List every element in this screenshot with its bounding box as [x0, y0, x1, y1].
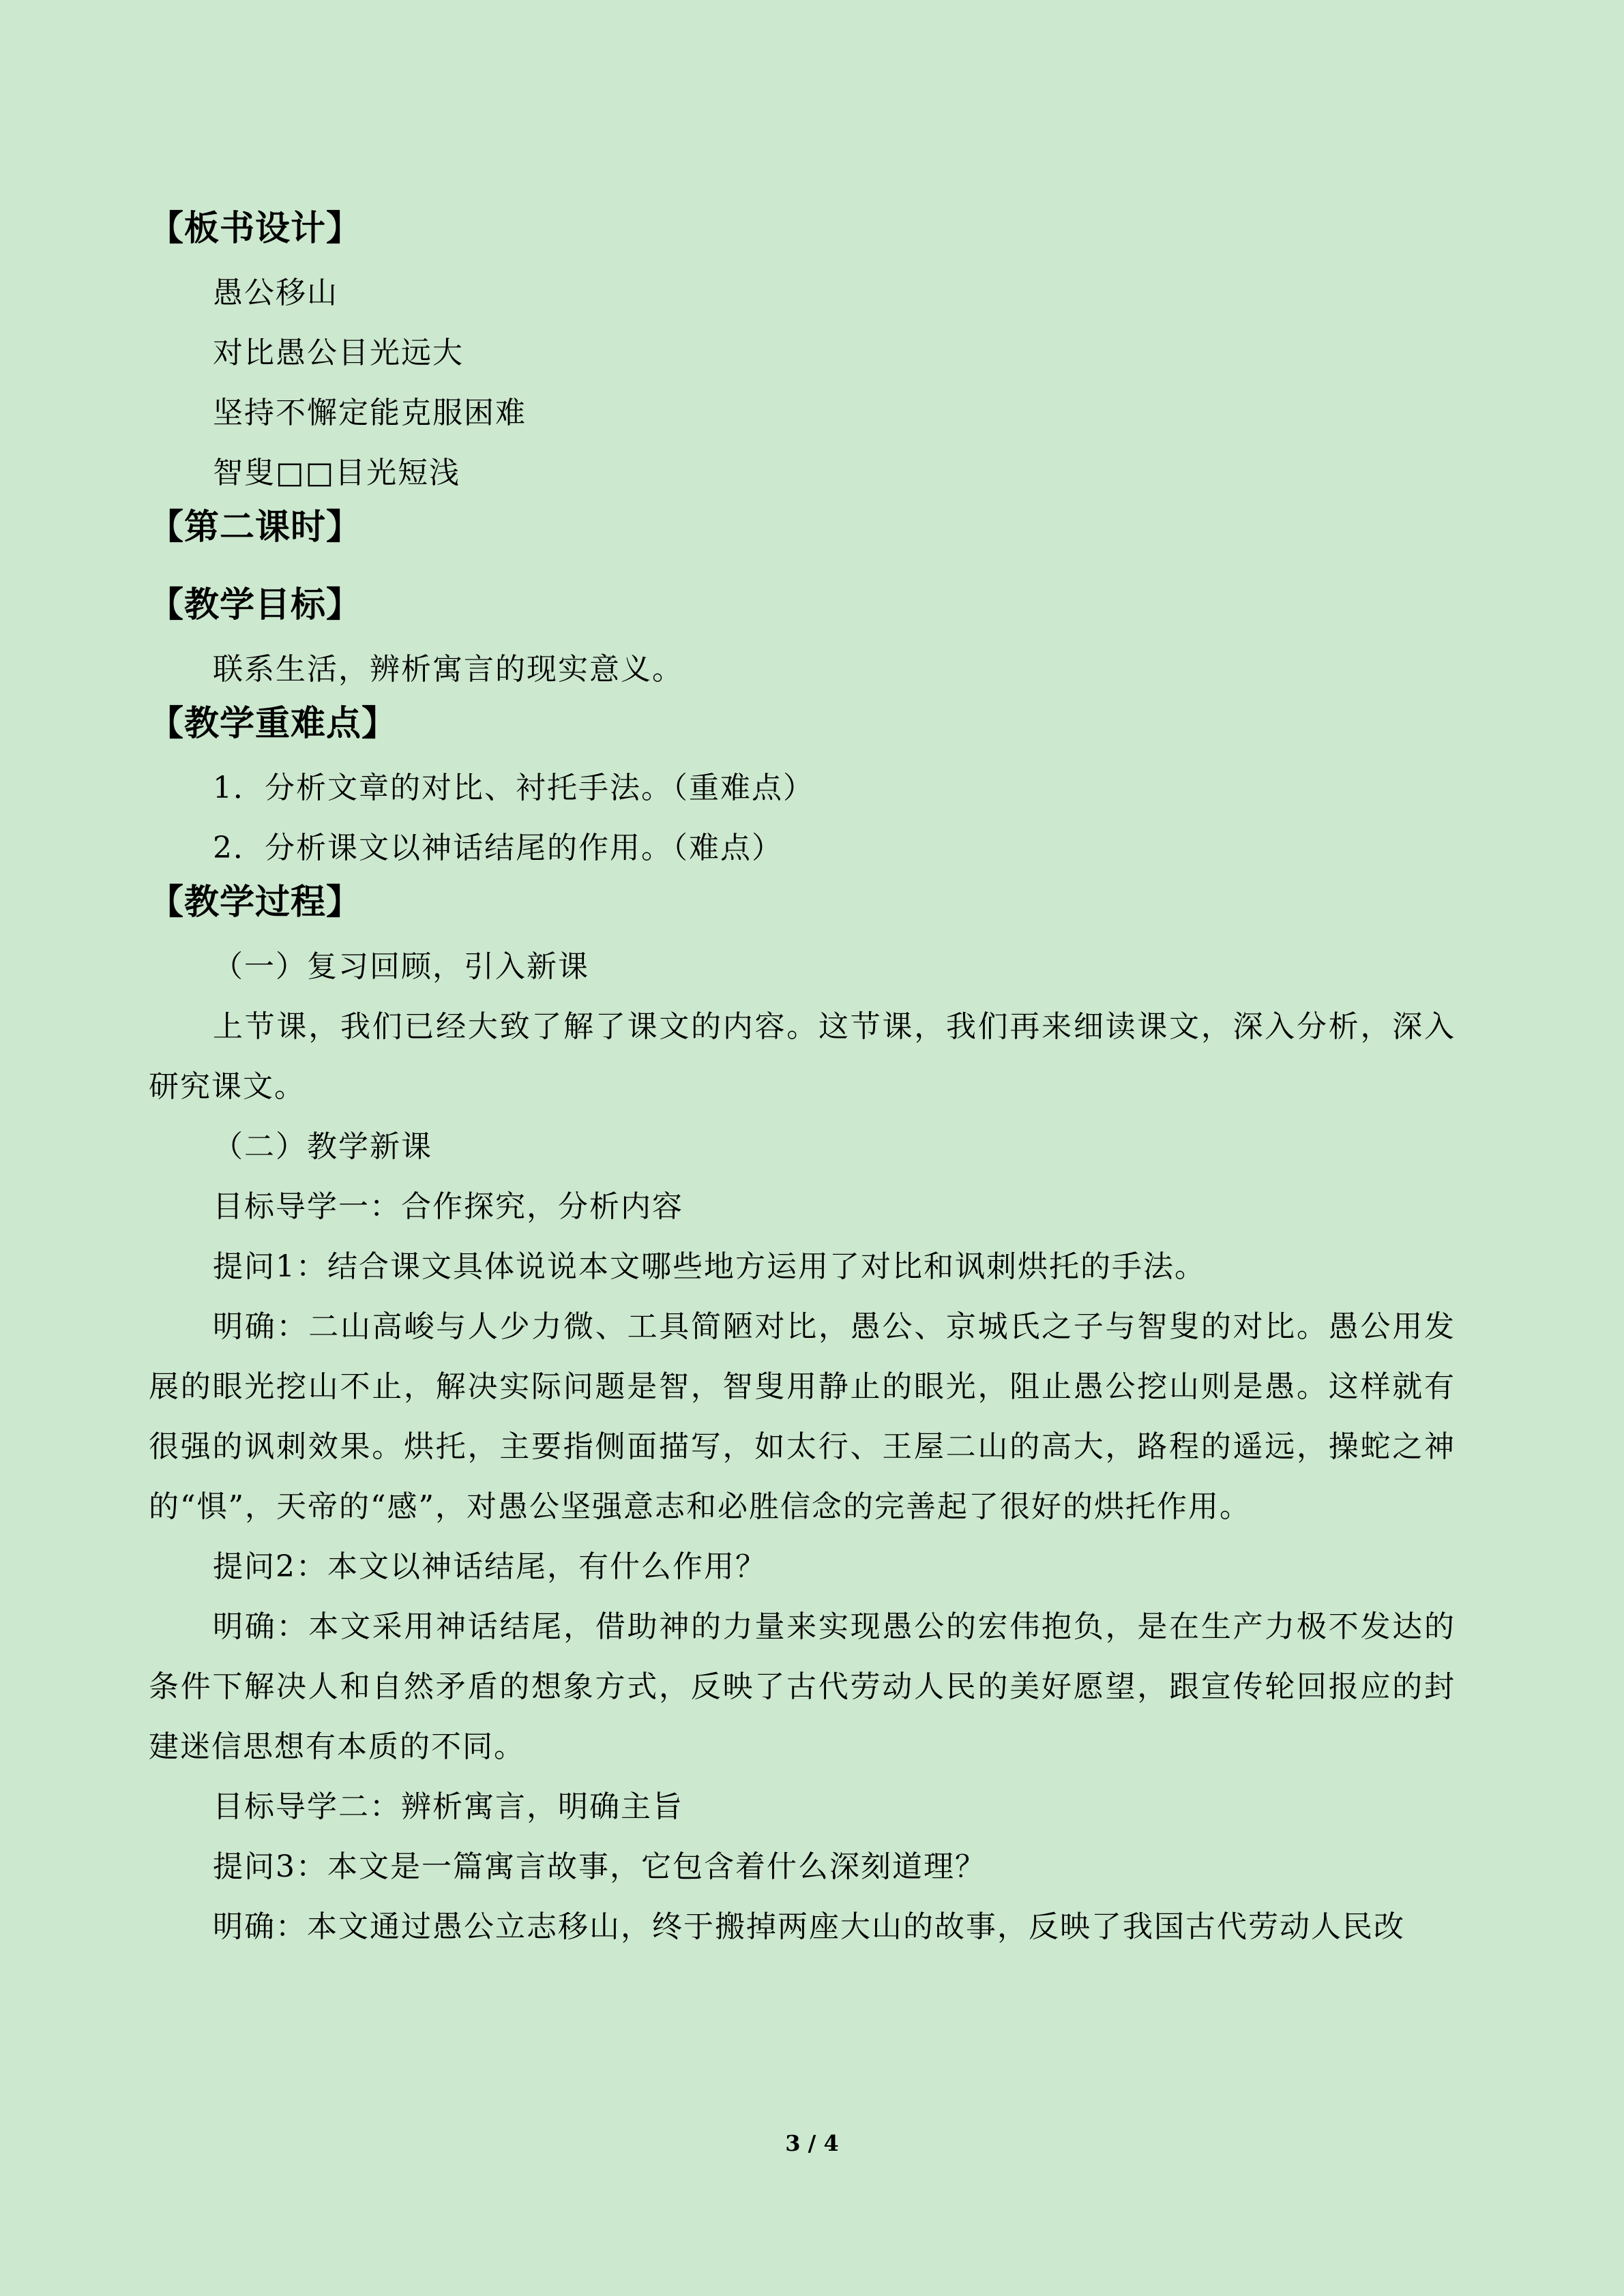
objectives-heading: 【教学目标】 [149, 585, 362, 625]
process-heading: 【教学过程】 [149, 882, 362, 923]
document-page [149, 205, 1456, 1957]
process-paragraph: （一）复习回顾，引入新课 [213, 949, 589, 984]
key-point-line: 2．分析课文以神话结尾的作用。（难点） [213, 831, 783, 865]
board-design-line: 智叟□□目光短浅 [213, 456, 461, 490]
process-paragraph: 提问1：结合课文具体说说本文哪些地方运用了对比和讽刺烘托的手法。 [213, 1249, 1206, 1284]
board-design-line: 对比愚公目光远大 [213, 336, 464, 370]
board-design-line: 愚公移山 [213, 275, 338, 310]
process-paragraph: 上节课，我们已经大致了解了课文的内容。这节课，我们再来细读课文，深入分析，深入研究课文。 [149, 1009, 1456, 1104]
key-points-heading: 【教学重难点】 [149, 704, 398, 744]
process-paragraph: 提问2：本文以神话结尾，有什么作用？ [213, 1549, 767, 1584]
page-number: 3 / 4 [785, 2130, 839, 2156]
process-paragraph: 目标导学二：辨析寓言，明确主旨 [213, 1789, 683, 1824]
process-paragraph: 目标导学一：合作探究，分析内容 [213, 1189, 683, 1224]
process-paragraph: 明确：本文通过愚公立志移山，终于搬掉两座大山的故事，反映了我国古代劳动人民改 [213, 1909, 1405, 1944]
board-design-heading: 【板书设计】 [149, 209, 362, 249]
second-lesson-heading: 【第二课时】 [149, 507, 362, 548]
key-point-line: 1．分析文章的对比、衬托手法。（重难点） [213, 771, 814, 805]
process-paragraph: （二）教学新课 [213, 1129, 432, 1164]
objective-line: 联系生活，辨析寓言的现实意义。 [213, 652, 683, 687]
process-paragraph: 提问3：本文是一篇寓言故事，它包含着什么深刻道理？ [213, 1849, 986, 1884]
board-design-line: 坚持不懈定能克服困难 [213, 396, 527, 430]
process-paragraph: 明确：二山高峻与人少力微、工具简陋对比，愚公、京城氏之子与智叟的对比。愚公用发展的眼光挖山不止，解决实际问题是智，智叟用静止的眼光，阻止愚公挖山则是愚。这样就有很强的讽刺效果。烘托，主要指侧面描写，如太行、王屋二山的高大，路程的遥远，操蛇之神的“惧”，天帝的“感”，对愚公坚强意志和必胜信念的完善起了很好的烘托作用。 [149, 1309, 1456, 1524]
process-paragraph: 明确：本文采用神话结尾，借助神的力量来实现愚公的宏伟抱负，是在生产力极不发达的条件下解决人和自然矛盾的想象方式，反映了古代劳动人民的美好愿望，跟宣传轮回报应的封建迷信思想有本质的不同。 [149, 1609, 1456, 1764]
